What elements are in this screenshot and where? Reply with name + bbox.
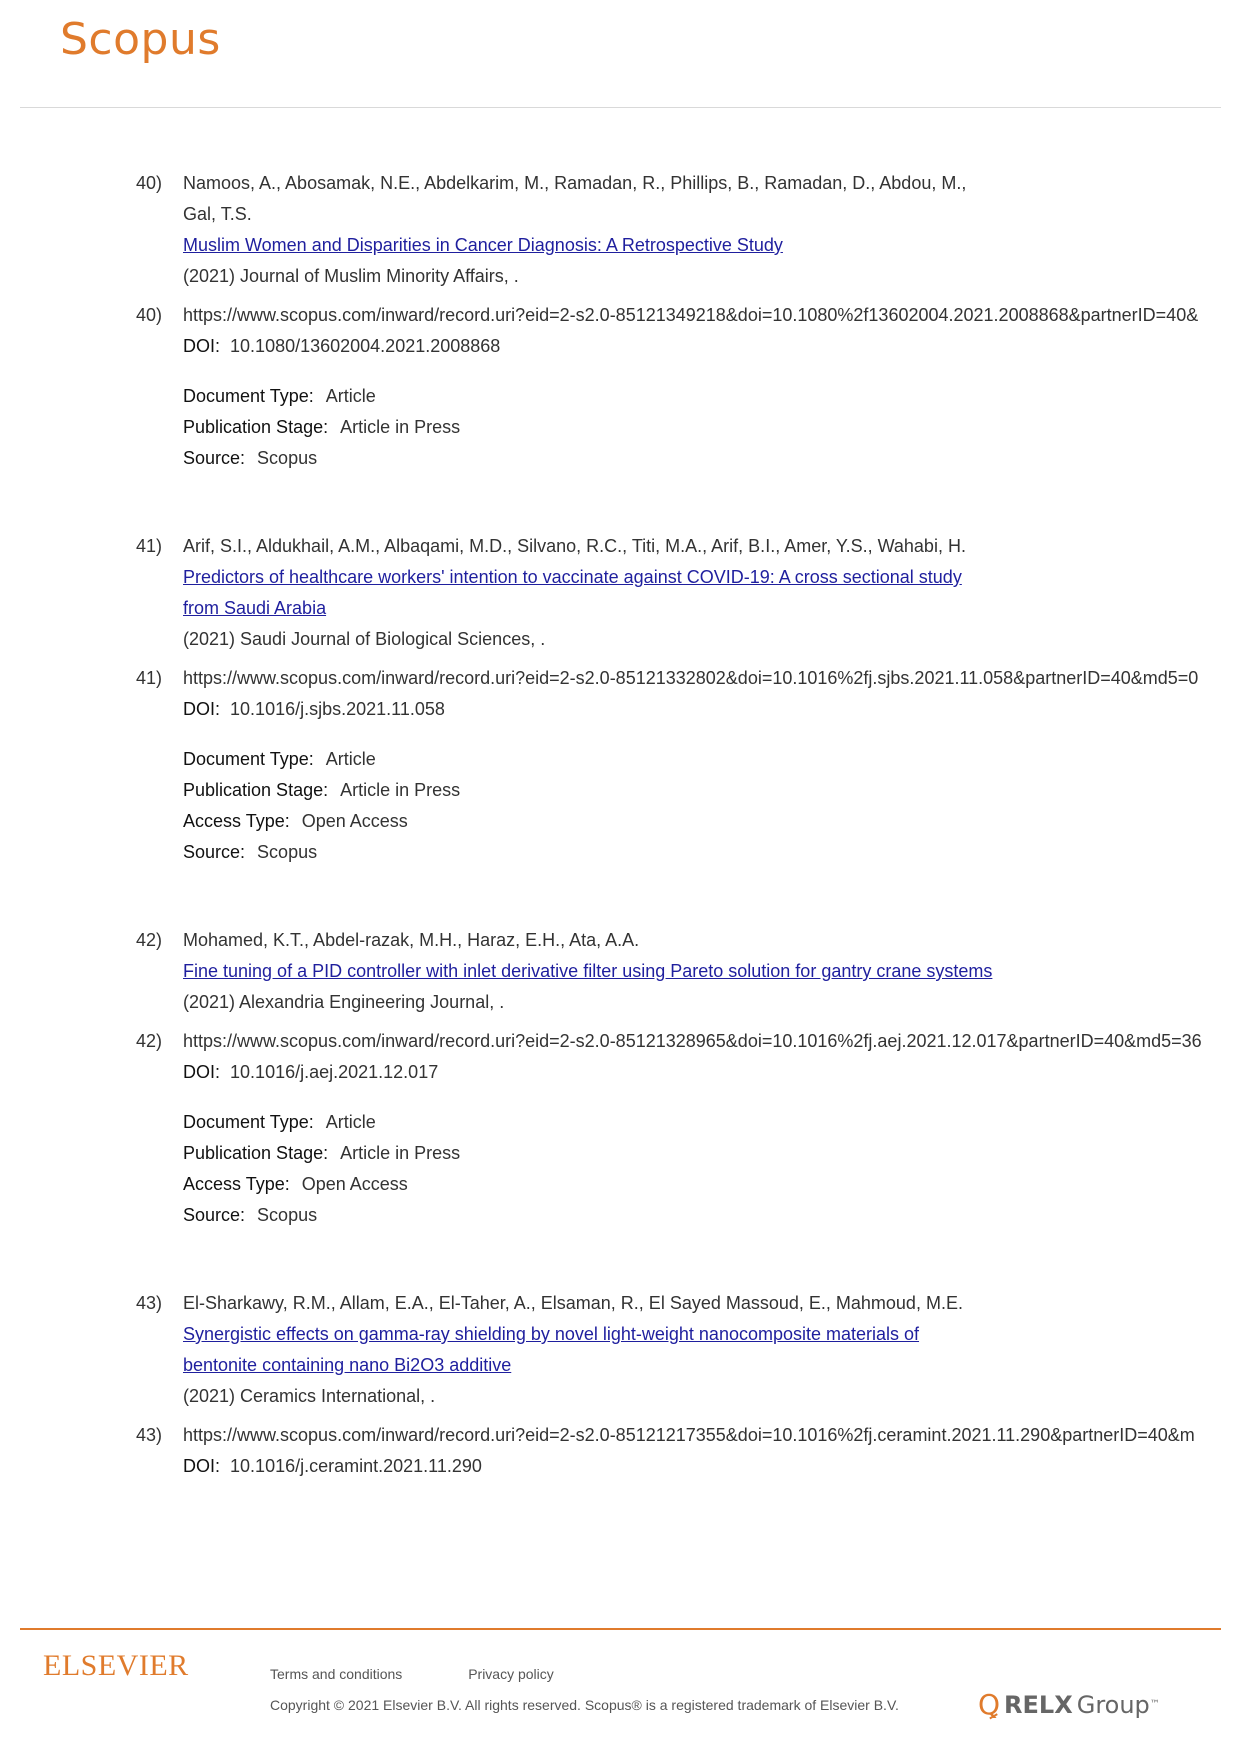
citation: (2021) Journal of Muslim Minority Affairs, . — [183, 266, 519, 286]
relx-wordmark: RELX — [1004, 1690, 1073, 1719]
doi-line — [183, 331, 1241, 362]
trademark-symbol: ™ — [1149, 1699, 1160, 1710]
meta-row: Source: Scopus — [183, 1205, 318, 1225]
record-url[interactable]: https://www.scopus.com/inward/record.uri?eid=2-s2.0-85121328965&doi=10.1016%2fj.aej.2021.12.017&partnerID=40&md5=36 — [183, 1031, 1202, 1051]
authors-line: Gal, T.S. — [183, 204, 252, 224]
group-wordmark: Group — [1076, 1690, 1150, 1719]
doi-label: DOI: — [183, 336, 221, 356]
result-entry — [0, 1288, 1241, 1482]
meta-row: Document Type: Article — [183, 1112, 376, 1132]
meta-row: Document Type: Article — [183, 749, 376, 769]
copyright-text: Copyright © 2021 Elsevier B.V. All rights reserved. Scopus® is a registered trademark of Elsevier B.V. — [270, 1697, 899, 1713]
doi-line — [183, 1057, 1241, 1088]
citation: (2021) Alexandria Engineering Journal, . — [183, 992, 505, 1012]
article-title-link[interactable]: Fine tuning of a PID controller with inlet derivative filter using Pareto solution for gantry crane systems — [183, 961, 993, 981]
doi-label: DOI: — [183, 699, 221, 719]
footer-divider — [20, 1628, 1221, 1630]
privacy-link[interactable]: Privacy policy — [468, 1666, 554, 1682]
record-url[interactable]: https://www.scopus.com/inward/record.uri?eid=2-s2.0-85121349218&doi=10.1080%2f13602004.2021.2008868&partnerID=40& — [183, 305, 1199, 325]
entry-number: 43) — [136, 1293, 163, 1313]
meta-row: Source: Scopus — [183, 842, 318, 862]
article-title-link[interactable]: Synergistic effects on gamma-ray shielding by novel light-weight nanocomposite materials of — [183, 1324, 920, 1344]
entry-number: 40) — [136, 305, 163, 325]
entry-number: 42) — [136, 1031, 163, 1051]
entry-number: 42) — [136, 930, 163, 950]
article-title-link[interactable]: from Saudi Arabia — [183, 598, 327, 618]
entry-number: 43) — [136, 1425, 163, 1445]
results-list — [0, 168, 1241, 1539]
relx-mark-icon: Ꝗ — [978, 1688, 1001, 1721]
authors-line: Mohamed, K.T., Abdel-razak, M.H., Haraz, E.H., Ata, A.A. — [183, 930, 640, 950]
doi-value: 10.1016/j.aej.2021.12.017 — [230, 1062, 439, 1082]
meta-row: Document Type: Article — [183, 386, 376, 406]
meta-row: Access Type: Open Access — [183, 1174, 408, 1194]
entry-number: 40) — [136, 173, 163, 193]
meta-row: Publication Stage: Article in Press — [183, 1143, 461, 1163]
authors-line: Arif, S.I., Aldukhail, A.M., Albaqami, M.D., Silvano, R.C., Titi, M.A., Arif, B.I., Amer, Y.S., Wahabi, H. — [183, 536, 966, 556]
result-entry — [0, 168, 1241, 474]
result-entry — [0, 925, 1241, 1231]
authors-line: Namoos, A., Abosamak, N.E., Abdelkarim, M., Ramadan, R., Phillips, B., Ramadan, D., Abdou, M., — [183, 173, 967, 193]
doi-line — [183, 694, 1241, 725]
record-url[interactable]: https://www.scopus.com/inward/record.uri?eid=2-s2.0-85121217355&doi=10.1016%2fj.ceramint.2021.11.290&partnerID=40&m — [183, 1425, 1195, 1445]
relx-group-logo[interactable] — [978, 1688, 1160, 1721]
meta-row: Source: Scopus — [183, 448, 318, 468]
doi-label: DOI: — [183, 1456, 221, 1476]
record-url[interactable]: https://www.scopus.com/inward/record.uri?eid=2-s2.0-85121332802&doi=10.1016%2fj.sjbs.2021.11.058&partnerID=40&md5=0 — [183, 668, 1199, 688]
meta-row: Access Type: Open Access — [183, 811, 408, 831]
footer-links — [270, 1666, 616, 1682]
article-title-link[interactable]: Muslim Women and Disparities in Cancer Diagnosis: A Retrospective Study — [183, 235, 783, 255]
scopus-logo[interactable]: Scopus — [60, 14, 221, 65]
doi-value: 10.1016/j.ceramint.2021.11.290 — [230, 1456, 482, 1476]
article-title-link[interactable]: bentonite containing nano Bi2O3 additive — [183, 1355, 512, 1375]
elsevier-logo[interactable]: ELSEVIER — [43, 1649, 189, 1682]
doi-line — [183, 1451, 1241, 1482]
authors-line: El-Sharkawy, R.M., Allam, E.A., El-Taher, A., Elsaman, R., El Sayed Massoud, E., Mahmoud, M.E. — [183, 1293, 963, 1313]
meta-row: Publication Stage: Article in Press — [183, 417, 461, 437]
doi-value: 10.1080/13602004.2021.2008868 — [230, 336, 501, 356]
result-entry — [0, 531, 1241, 868]
entry-number: 41) — [136, 668, 163, 688]
entry-number: 41) — [136, 536, 163, 556]
doi-label: DOI: — [183, 1062, 221, 1082]
meta-row: Publication Stage: Article in Press — [183, 780, 461, 800]
article-title-link[interactable]: Predictors of healthcare workers' intention to vaccinate against COVID-19: A cross sectional study — [183, 567, 962, 587]
terms-link[interactable]: Terms and conditions — [270, 1666, 403, 1682]
citation: (2021) Ceramics International, . — [183, 1386, 436, 1406]
doi-value: 10.1016/j.sjbs.2021.11.058 — [230, 699, 445, 719]
header-divider — [20, 107, 1221, 108]
citation: (2021) Saudi Journal of Biological Sciences, . — [183, 629, 546, 649]
